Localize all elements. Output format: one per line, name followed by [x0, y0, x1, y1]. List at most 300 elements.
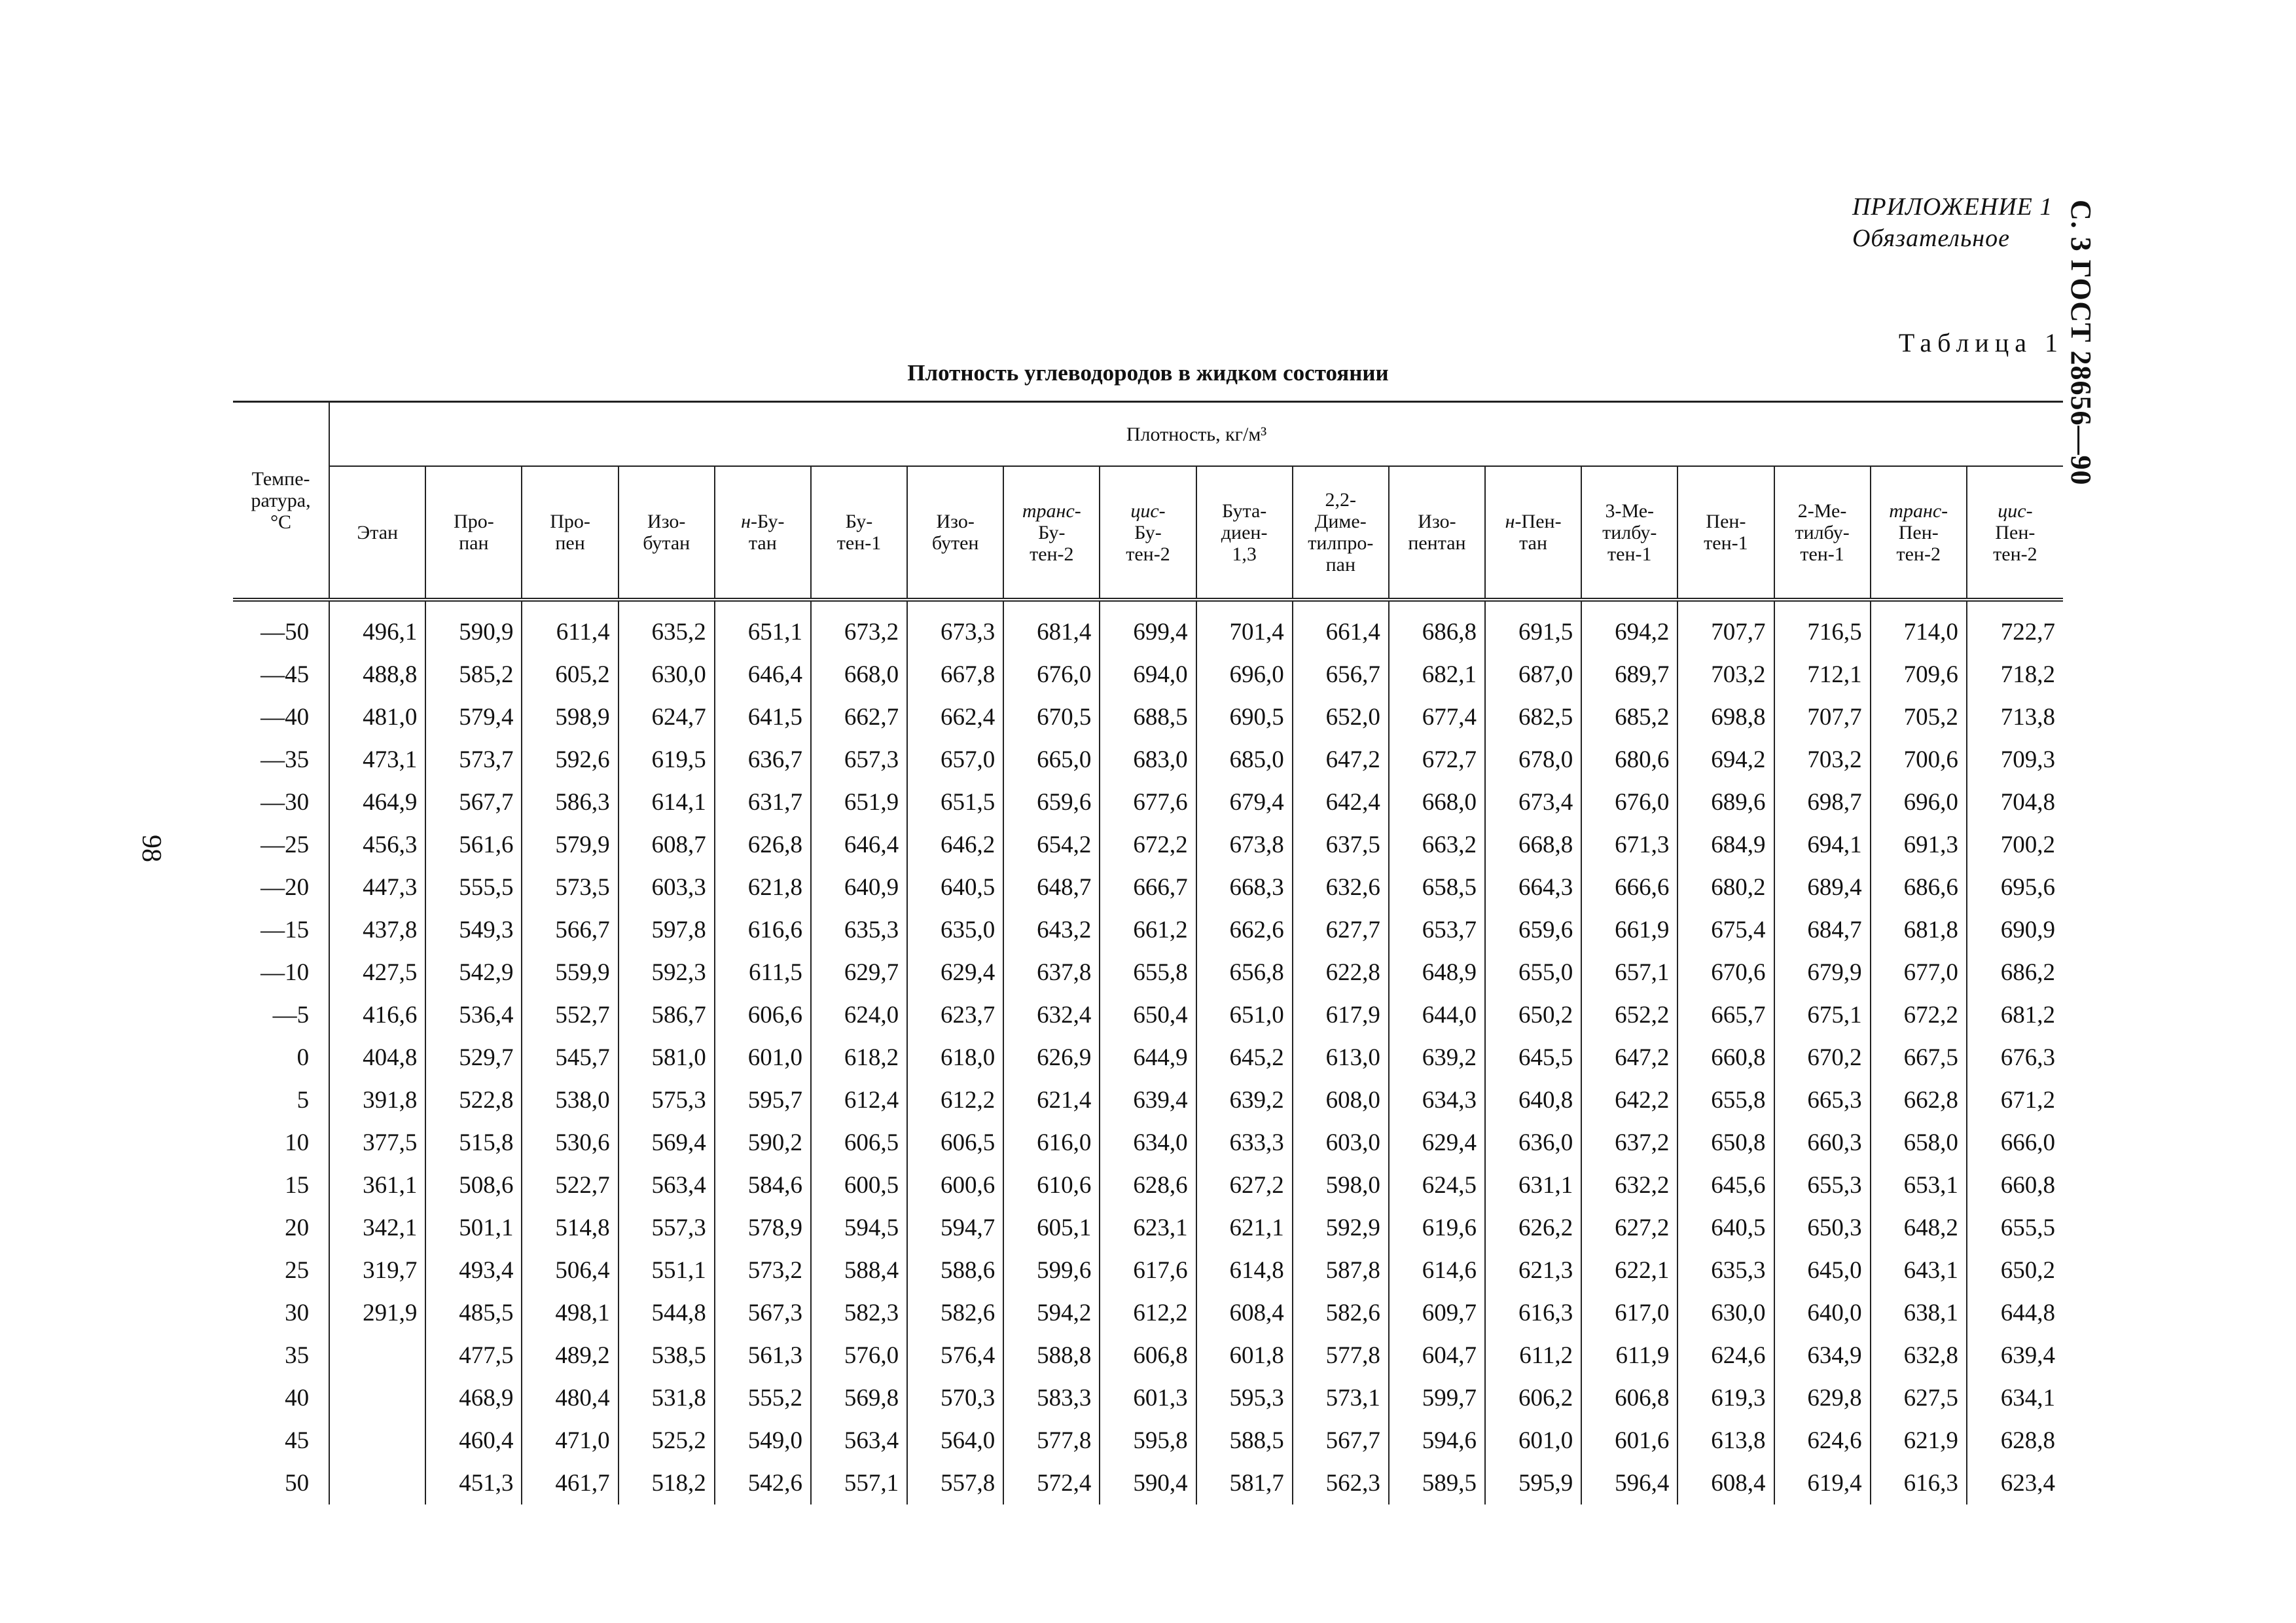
density-cell: 694,0	[1100, 653, 1196, 696]
density-cell: 682,5	[1485, 696, 1581, 739]
column-header-line: тен-2	[1126, 543, 1170, 565]
density-cell: 592,9	[1293, 1207, 1389, 1249]
density-cell: 661,4	[1293, 600, 1389, 653]
density-cell: 667,8	[907, 653, 1003, 696]
density-cell: 637,2	[1581, 1122, 1677, 1164]
density-cell: 673,4	[1485, 781, 1581, 824]
density-cell: 605,2	[522, 653, 618, 696]
column-header-line: тен-2	[1030, 543, 1074, 565]
density-cell: 576,4	[907, 1334, 1003, 1377]
density-cell: 585,2	[425, 653, 522, 696]
density-cell: 705,2	[1871, 696, 1967, 739]
density-cell: 647,2	[1293, 739, 1389, 781]
density-cell: 613,8	[1677, 1419, 1774, 1462]
temperature-cell: —5	[272, 1002, 310, 1029]
density-cell: 508,6	[425, 1164, 522, 1207]
density-cell: 716,5	[1774, 600, 1871, 653]
column-header-line: Диме-	[1314, 511, 1367, 532]
density-cell: 646,4	[715, 653, 811, 696]
density-cell: 619,5	[619, 739, 715, 781]
density-cell: 673,2	[811, 600, 907, 653]
density-cell: 662,7	[811, 696, 907, 739]
density-cell: 699,4	[1100, 600, 1196, 653]
density-cell	[329, 1334, 425, 1377]
density-cell: 542,6	[715, 1462, 811, 1504]
density-cell: 579,4	[425, 696, 522, 739]
density-cell: 601,0	[1485, 1419, 1581, 1462]
density-cell: 685,2	[1581, 696, 1677, 739]
density-cell: 612,2	[907, 1079, 1003, 1122]
temperature-cell: 35	[285, 1342, 310, 1369]
density-cell: 606,2	[1485, 1377, 1581, 1419]
table-row	[233, 824, 2063, 866]
column-header-line: пан	[1325, 554, 1356, 575]
density-cell: 606,6	[715, 994, 811, 1036]
density-cell: 515,8	[425, 1122, 522, 1164]
density-cell: 704,8	[1967, 781, 2063, 824]
density-cell: 670,2	[1774, 1036, 1871, 1079]
density-cell: 707,7	[1677, 600, 1774, 653]
density-cell: 691,5	[1485, 600, 1581, 653]
density-cell: 634,1	[1967, 1377, 2063, 1419]
density-cell: 544,8	[619, 1292, 715, 1334]
table-row	[233, 1249, 2063, 1292]
density-cell: 689,7	[1581, 653, 1677, 696]
density-cell: 656,8	[1196, 951, 1293, 994]
density-cell: 658,0	[1871, 1122, 1967, 1164]
column-header-line: Бу-	[1038, 521, 1066, 543]
density-cell: 650,3	[1774, 1207, 1871, 1249]
density-cell: 691,3	[1871, 824, 1967, 866]
density-cell: 618,2	[811, 1036, 907, 1079]
density-cell: 677,6	[1100, 781, 1196, 824]
density-cell: 668,3	[1196, 866, 1293, 909]
density-cell: 501,1	[425, 1207, 522, 1249]
density-cell: 678,0	[1485, 739, 1581, 781]
page-number: 98	[136, 835, 166, 862]
column-header	[619, 466, 715, 600]
density-cell: 618,0	[907, 1036, 1003, 1079]
density-cell: 635,2	[619, 600, 715, 653]
temperature-cell: —20	[260, 874, 310, 901]
density-cell: 488,8	[329, 653, 425, 696]
density-cell: 572,4	[1003, 1462, 1100, 1504]
density-cell: 666,7	[1100, 866, 1196, 909]
density-cell: 616,3	[1485, 1292, 1581, 1334]
column-header-prefix: транс-	[1022, 500, 1081, 522]
density-cell: 688,5	[1100, 696, 1196, 739]
density-cell: 645,6	[1677, 1164, 1774, 1207]
density-cell: 616,6	[715, 909, 811, 951]
density-cell: 549,0	[715, 1419, 811, 1462]
column-header	[425, 466, 522, 600]
density-cell: 557,1	[811, 1462, 907, 1504]
density-cell: 612,4	[811, 1079, 907, 1122]
column-header-prefix: транс-	[1889, 500, 1948, 522]
density-cell: 661,9	[1581, 909, 1677, 951]
density-cell: 639,2	[1389, 1036, 1485, 1079]
density-cell: 561,3	[715, 1334, 811, 1377]
density-cell: 549,3	[425, 909, 522, 951]
density-cell: 666,6	[1581, 866, 1677, 909]
density-cell: 594,2	[1003, 1292, 1100, 1334]
document-header-vertical: С. 3 ГОСТ 28656—90	[2065, 200, 2097, 486]
temperature-cell: —40	[260, 704, 310, 731]
temperature-cell: —15	[260, 917, 310, 943]
density-cell: 570,3	[907, 1377, 1003, 1419]
density-cell: 588,6	[907, 1249, 1003, 1292]
density-cell: 551,1	[619, 1249, 715, 1292]
density-cell: 480,4	[522, 1377, 618, 1419]
column-header-line: тен-2	[1993, 543, 2037, 565]
density-cell: 587,8	[1293, 1249, 1389, 1292]
temperature-cell: 15	[285, 1172, 310, 1199]
density-cell: 564,0	[907, 1419, 1003, 1462]
density-cell: 657,0	[907, 739, 1003, 781]
density-cell: 641,5	[715, 696, 811, 739]
column-header-line: тен-1	[1704, 532, 1748, 554]
column-header-line: тилбу-	[1795, 521, 1850, 543]
column-header-line: Про-	[550, 511, 590, 532]
density-cell: 690,9	[1967, 909, 2063, 951]
column-header-line: Этан	[357, 521, 399, 543]
table-row	[233, 1036, 2063, 1079]
density-cell: 603,3	[619, 866, 715, 909]
temperature-cell: —25	[260, 831, 310, 858]
density-cell: 653,1	[1871, 1164, 1967, 1207]
density-cell: 632,2	[1581, 1164, 1677, 1207]
density-cell: 447,3	[329, 866, 425, 909]
density-cell: 637,5	[1293, 824, 1389, 866]
temperature-cell: 20	[285, 1214, 310, 1241]
density-cell: 626,2	[1485, 1207, 1581, 1249]
density-cell: 629,8	[1774, 1377, 1871, 1419]
density-cell: 594,5	[811, 1207, 907, 1249]
column-header-line: Бу-	[845, 511, 873, 532]
column-header	[1871, 466, 1967, 600]
column-header	[1100, 466, 1196, 600]
density-cell: 630,0	[1677, 1292, 1774, 1334]
density-cell: 611,4	[522, 600, 618, 653]
density-cell: 545,7	[522, 1036, 618, 1079]
density-cell: 600,6	[907, 1164, 1003, 1207]
density-cell: 640,0	[1774, 1292, 1871, 1334]
density-cell: 624,0	[811, 994, 907, 1036]
density-cell: 679,4	[1196, 781, 1293, 824]
density-cell: 604,7	[1389, 1334, 1485, 1377]
density-cell: 608,4	[1196, 1292, 1293, 1334]
density-cell: 651,9	[811, 781, 907, 824]
density-cell: 588,4	[811, 1249, 907, 1292]
density-cell: 629,4	[1389, 1122, 1485, 1164]
column-header-line: пан	[459, 532, 489, 554]
density-cell: 632,6	[1293, 866, 1389, 909]
column-header	[522, 466, 618, 600]
density-cell: 582,6	[907, 1292, 1003, 1334]
temperature-header-line: ратура,	[251, 489, 311, 511]
density-cell: 596,4	[1581, 1462, 1677, 1504]
density-cell: 542,9	[425, 951, 522, 994]
density-cell: 662,4	[907, 696, 1003, 739]
density-cell: 631,1	[1485, 1164, 1581, 1207]
density-cell: 650,2	[1967, 1249, 2063, 1292]
density-cell: 680,6	[1581, 739, 1677, 781]
column-header-prefix: цис-	[1130, 500, 1166, 522]
density-cell: 559,9	[522, 951, 618, 994]
density-cell: 291,9	[329, 1292, 425, 1334]
density-cell: 567,7	[425, 781, 522, 824]
density-cell: 589,5	[1389, 1462, 1485, 1504]
density-cell: 639,4	[1100, 1079, 1196, 1122]
density-cell: 679,9	[1774, 951, 1871, 994]
density-cell: 643,2	[1003, 909, 1100, 951]
density-cell: 623,4	[1967, 1462, 2063, 1504]
density-cell: 583,3	[1003, 1377, 1100, 1419]
column-header-line: Пен-	[1706, 511, 1746, 532]
density-cell: 563,4	[619, 1164, 715, 1207]
table-number: Таблица 1	[1898, 328, 2064, 357]
density-cell: 689,6	[1677, 781, 1774, 824]
density-cell: 642,4	[1293, 781, 1389, 824]
density-cell: 506,4	[522, 1249, 618, 1292]
density-cell: 576,0	[811, 1334, 907, 1377]
density-cell: 468,9	[425, 1377, 522, 1419]
density-cell: 601,0	[715, 1036, 811, 1079]
density-cell: 592,6	[522, 739, 618, 781]
density-cell: 608,4	[1677, 1462, 1774, 1504]
density-cell: 655,8	[1677, 1079, 1774, 1122]
density-cell: 600,5	[811, 1164, 907, 1207]
table-row	[233, 653, 2063, 696]
density-cell: 617,9	[1293, 994, 1389, 1036]
density-cell: 648,9	[1389, 951, 1485, 994]
density-cell: 573,5	[522, 866, 618, 909]
density-cell: 665,0	[1003, 739, 1100, 781]
density-cell: 622,8	[1293, 951, 1389, 994]
density-cell: 608,0	[1293, 1079, 1389, 1122]
density-cell: 601,8	[1196, 1334, 1293, 1377]
density-cell	[329, 1462, 425, 1504]
density-cell: 667,5	[1871, 1036, 1967, 1079]
density-cell: 681,4	[1003, 600, 1100, 653]
density-cell: 525,2	[619, 1419, 715, 1462]
density-cell: 605,1	[1003, 1207, 1100, 1249]
density-cell: 623,1	[1100, 1207, 1196, 1249]
density-cell: 588,8	[1003, 1334, 1100, 1377]
table-row	[233, 1207, 2063, 1249]
temperature-header	[233, 402, 329, 600]
density-cell: 664,3	[1485, 866, 1581, 909]
density-cell: 595,3	[1196, 1377, 1293, 1419]
density-cell: 662,6	[1196, 909, 1293, 951]
density-cell: 461,7	[522, 1462, 618, 1504]
density-cell: 659,6	[1003, 781, 1100, 824]
column-header-prefix: н-	[741, 511, 758, 532]
density-cell: 660,3	[1774, 1122, 1871, 1164]
density-cell: 464,9	[329, 781, 425, 824]
density-cell: 645,0	[1774, 1249, 1871, 1292]
density-cell: 623,7	[907, 994, 1003, 1036]
column-header-line: Изо-	[1418, 511, 1456, 532]
density-cell: 652,0	[1293, 696, 1389, 739]
temperature-cell: —50	[233, 600, 329, 653]
density-cell: 626,9	[1003, 1036, 1100, 1079]
density-cell: 319,7	[329, 1249, 425, 1292]
density-cell: 567,3	[715, 1292, 811, 1334]
density-cell: 660,8	[1967, 1164, 2063, 1207]
density-cell: 655,0	[1485, 951, 1581, 994]
density-cell: 496,1	[329, 600, 425, 653]
density-cell: 672,7	[1389, 739, 1485, 781]
density-table	[233, 401, 2063, 1504]
column-header-line: тен-1	[1607, 543, 1652, 565]
density-cell: 633,3	[1196, 1122, 1293, 1164]
density-cell: 676,3	[1967, 1036, 2063, 1079]
density-cell: 562,3	[1293, 1462, 1389, 1504]
density-cell: 680,2	[1677, 866, 1774, 909]
density-cell: 665,7	[1677, 994, 1774, 1036]
table-row	[233, 909, 2063, 951]
density-cell: 573,1	[1293, 1377, 1389, 1419]
density-cell: 682,1	[1389, 653, 1485, 696]
density-cell: 640,5	[1677, 1207, 1774, 1249]
column-header	[329, 466, 425, 600]
density-cell: 647,2	[1581, 1036, 1677, 1079]
column-header-line: Пен-	[1898, 521, 1939, 543]
density-cell: 498,1	[522, 1292, 618, 1334]
density-cell: 656,7	[1293, 653, 1389, 696]
column-header-line: тен-2	[1896, 543, 1941, 565]
density-cell: 599,7	[1389, 1377, 1485, 1419]
density-cell: 695,6	[1967, 866, 2063, 909]
density-cell: 609,7	[1389, 1292, 1485, 1334]
density-cell: 690,5	[1196, 696, 1293, 739]
density-cell: 642,2	[1581, 1079, 1677, 1122]
density-cell: 619,4	[1774, 1462, 1871, 1504]
density-cell: 644,8	[1967, 1292, 2063, 1334]
column-header-line: Пен-	[1995, 521, 2036, 543]
density-cell	[329, 1377, 425, 1419]
density-cell: 696,0	[1871, 781, 1967, 824]
density-cell: 698,8	[1677, 696, 1774, 739]
density-cell: 601,3	[1100, 1377, 1196, 1419]
column-header-line: Бу-	[1134, 521, 1162, 543]
density-cell: 599,6	[1003, 1249, 1100, 1292]
table-row	[233, 951, 2063, 994]
density-cell: 456,3	[329, 824, 425, 866]
column-header	[1485, 466, 1581, 600]
density-cell: 595,9	[1485, 1462, 1581, 1504]
density-cell: 636,7	[715, 739, 811, 781]
column-header-line: тен-1	[1800, 543, 1844, 565]
density-cell: 573,7	[425, 739, 522, 781]
density-cell: 594,7	[907, 1207, 1003, 1249]
density-cell: 651,0	[1196, 994, 1293, 1036]
density-cell: 628,6	[1100, 1164, 1196, 1207]
table-row	[233, 1462, 2063, 1504]
column-header-line: тилпро-	[1308, 532, 1374, 554]
density-cell: 437,8	[329, 909, 425, 951]
density-cell: 685,0	[1196, 739, 1293, 781]
density-cell: 684,7	[1774, 909, 1871, 951]
density-cell: 676,0	[1003, 653, 1100, 696]
density-cell: 701,4	[1196, 600, 1293, 653]
density-cell: 611,9	[1581, 1334, 1677, 1377]
table-row	[233, 1419, 2063, 1462]
density-cell: 628,8	[1967, 1419, 2063, 1462]
density-cell: 598,0	[1293, 1164, 1389, 1207]
column-header	[907, 466, 1003, 600]
column-header-line: пентан	[1408, 532, 1466, 554]
density-cell: 597,8	[619, 909, 715, 951]
column-header-prefix: цис-	[1998, 500, 2033, 522]
density-cell: 632,4	[1003, 994, 1100, 1036]
density-cell: 555,2	[715, 1377, 811, 1419]
density-cell: 590,9	[425, 600, 522, 653]
density-cell: 636,0	[1485, 1122, 1581, 1164]
density-cell: 481,0	[329, 696, 425, 739]
density-cell: 529,7	[425, 1036, 522, 1079]
column-header-line: Пен-	[1521, 511, 1562, 532]
density-cell: 579,9	[522, 824, 618, 866]
density-cell: 557,8	[907, 1462, 1003, 1504]
density-cell: 694,2	[1581, 600, 1677, 653]
table-row	[233, 1079, 2063, 1122]
table-row	[233, 1164, 2063, 1207]
density-cell: 616,3	[1871, 1462, 1967, 1504]
density-cell: 427,5	[329, 951, 425, 994]
density-cell: 643,1	[1871, 1249, 1967, 1292]
density-cell: 619,6	[1389, 1207, 1485, 1249]
column-header-line: пен	[555, 532, 585, 554]
density-cell	[329, 1419, 425, 1462]
column-header	[811, 466, 907, 600]
density-cell: 603,0	[1293, 1122, 1389, 1164]
density-cell: 613,0	[1293, 1036, 1389, 1079]
density-cell: 621,3	[1485, 1249, 1581, 1292]
density-cell: 722,7	[1967, 600, 2063, 653]
density-cell: 531,8	[619, 1377, 715, 1419]
column-header-line: бутен	[931, 532, 979, 554]
density-cell: 581,7	[1196, 1462, 1293, 1504]
density-cell: 471,0	[522, 1419, 618, 1462]
density-cell: 606,5	[907, 1122, 1003, 1164]
density-cell: 621,8	[715, 866, 811, 909]
density-cell: 648,7	[1003, 866, 1100, 909]
density-cell: 684,9	[1677, 824, 1774, 866]
temperature-cell: 0	[296, 1044, 310, 1071]
density-cell: 578,9	[715, 1207, 811, 1249]
density-cell: 651,1	[715, 600, 811, 653]
density-cell: 493,4	[425, 1249, 522, 1292]
density-cell: 700,2	[1967, 824, 2063, 866]
density-cell: 694,1	[1774, 824, 1871, 866]
temperature-cell: 5	[296, 1087, 310, 1114]
table-row	[233, 994, 2063, 1036]
density-cell: 672,2	[1871, 994, 1967, 1036]
density-cell: 713,8	[1967, 696, 2063, 739]
density-cell: 588,5	[1196, 1419, 1293, 1462]
density-cell: 675,1	[1774, 994, 1871, 1036]
table-row	[233, 1377, 2063, 1419]
density-cell: 606,8	[1100, 1334, 1196, 1377]
density-cell: 477,5	[425, 1334, 522, 1377]
density-cell: 567,7	[1293, 1419, 1389, 1462]
density-cell: 668,0	[1389, 781, 1485, 824]
table-row	[233, 696, 2063, 739]
density-cell: 698,7	[1774, 781, 1871, 824]
density-cell: 627,2	[1196, 1164, 1293, 1207]
